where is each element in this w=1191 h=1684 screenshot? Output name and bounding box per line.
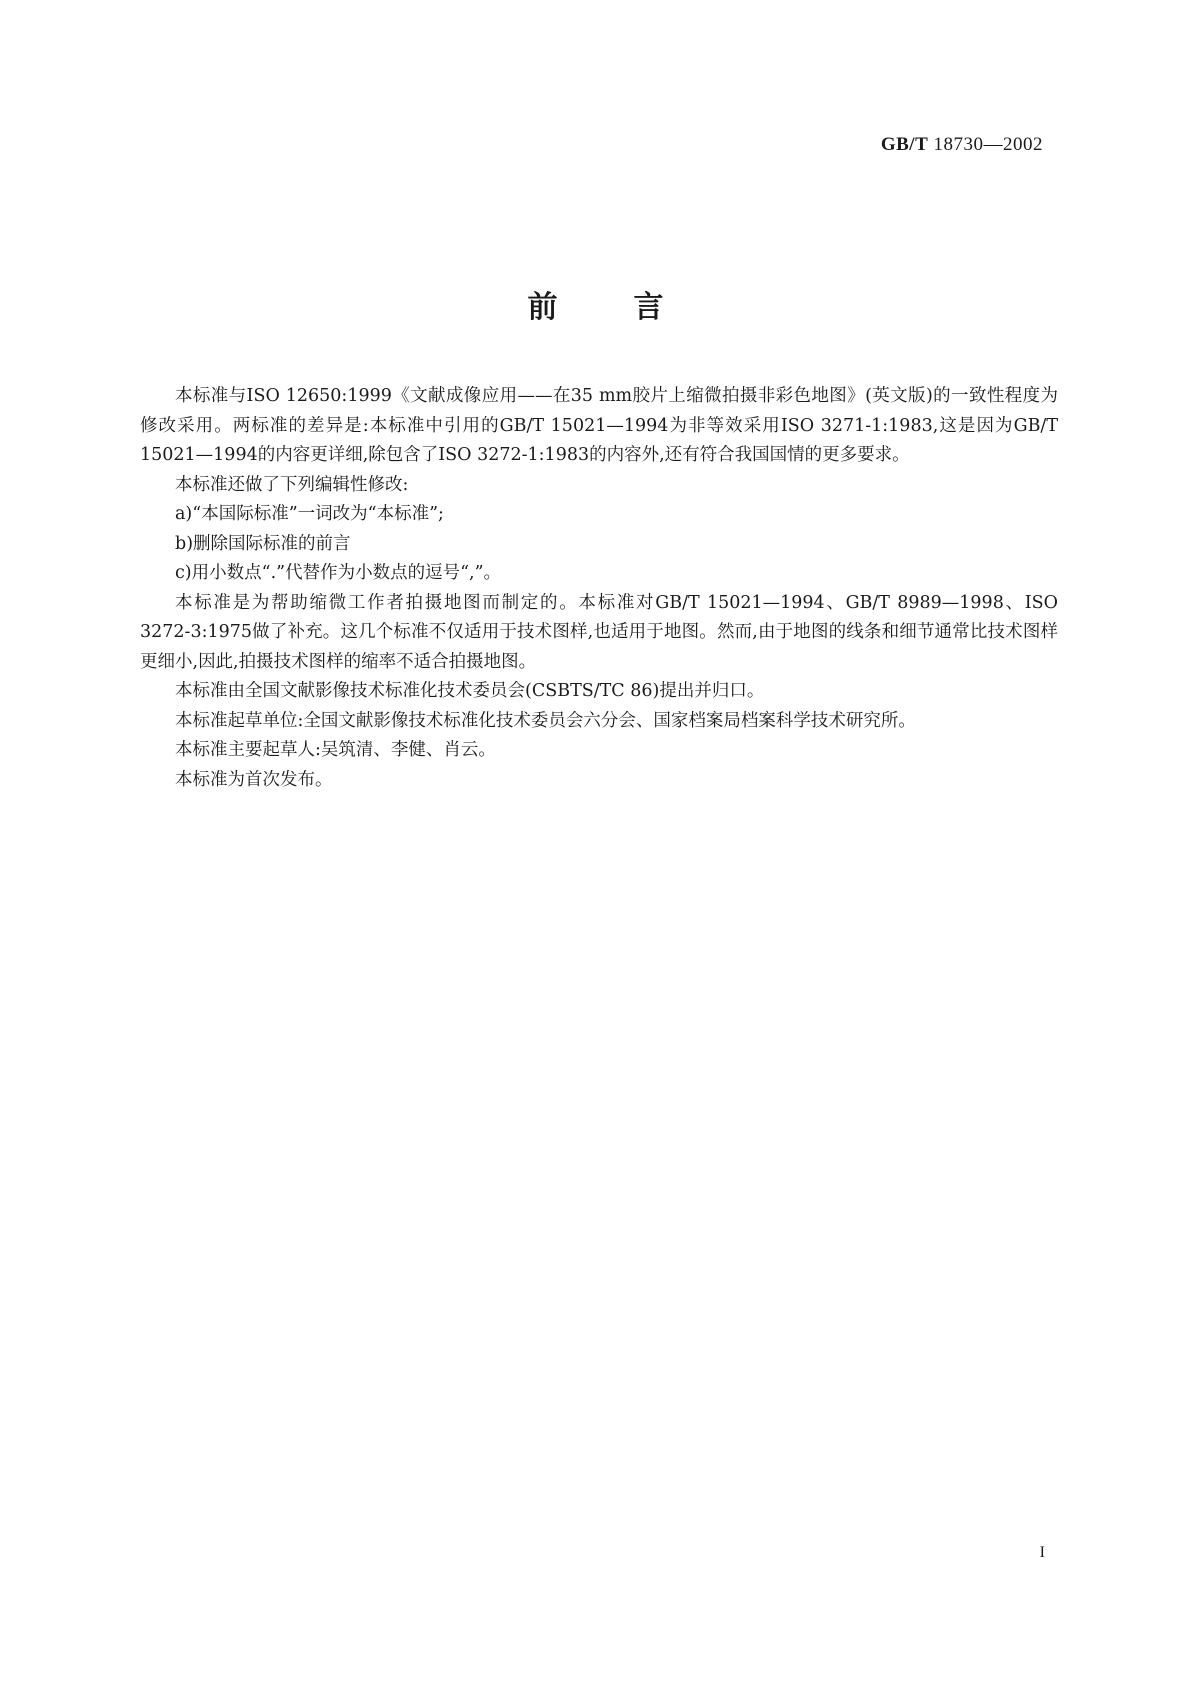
paragraph-drafters: 本标准主要起草人:吴筑清、李健、肖云。 (175, 740, 496, 760)
standard-prefix: GB/T (880, 134, 929, 155)
page-title: 前言 (527, 290, 740, 325)
paragraph-adoption: 本标准与ISO 12650:1999《文献成像应用——在35 mm胶片上缩微拍摄非彩色地图》(英文版)的一致性程度为修改采用。两标准的差异是:本标准中引用的GB/T 15021—1994为非等效采用ISO 3271-1:1983,这是因为GB/T 15021—1994的内容更详细,除包含了ISO 3272-1:1983的内容外,还有符合我国国情的更多要求。 (140, 386, 1058, 465)
standard-code-header (881, 134, 1043, 156)
paragraph-drafting-units: 本标准起草单位:全国文献影像技术标准化技术委员会六分会、国家档案局档案科学技术研究所。 (175, 710, 916, 731)
paragraph-first-release: 本标准为首次发布。 (175, 769, 333, 790)
standard-number: 18730—2002 (933, 134, 1043, 155)
paragraph-purpose: 本标准是为帮助缩微工作者拍摄地图而制定的。本标准对GB/T 15021—1994、GB/T 8989—1998、ISO 3272-3:1975做了补充。这几个标准不仅适用于技术图样,也适用于地图。然而,由于地图的线条和细节通常比技术图样更细小,因此,拍摄技术图样的缩率不适合拍摄地图。 (140, 592, 1058, 672)
paragraph-proposer: 本标准由全国文献影像技术标准化技术委员会(CSBTS/TC 86)提出并归口。 (175, 681, 765, 701)
list-item-b: b)删除国际标准的前言 (175, 533, 351, 554)
list-item-a: a)“本国际标准”一词改为“本标准”; (175, 504, 444, 524)
page-number: I (1039, 1544, 1045, 1561)
paragraph-editorial-intro: 本标准还做了下列编辑性修改: (175, 474, 409, 495)
list-item-c: c)用小数点“.”代替作为小数点的逗号“,”。 (175, 563, 502, 583)
foreword-body (140, 382, 1058, 795)
